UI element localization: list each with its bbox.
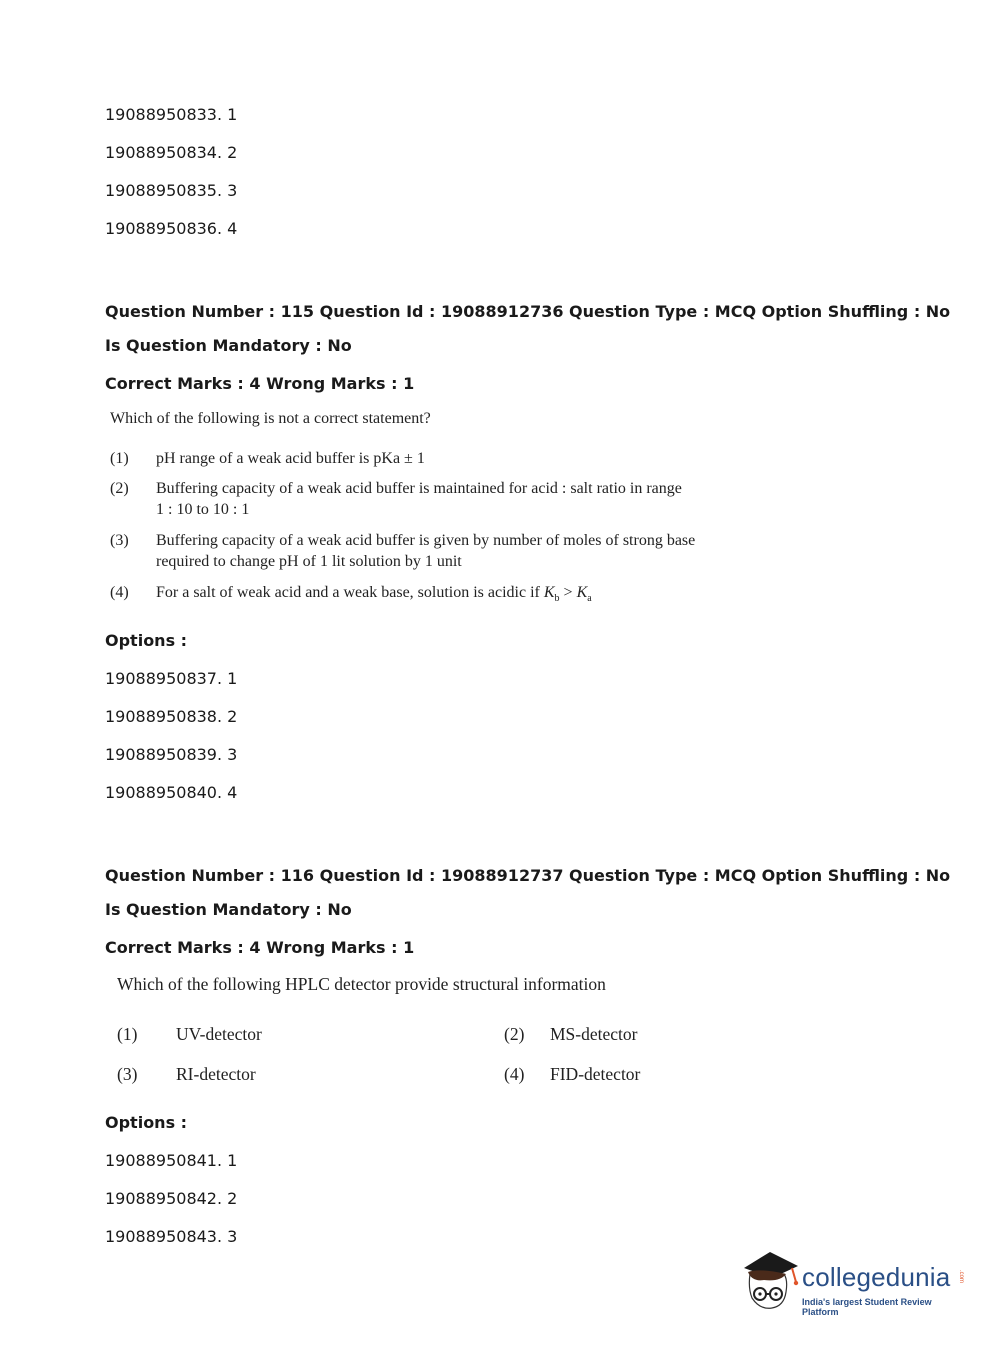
- choice-text-part: For a salt of weak acid and a weak base, solution is acidic if: [156, 584, 540, 601]
- option-line: 19088950842. 2: [105, 1189, 238, 1208]
- question-mandatory: Is Question Mandatory : No: [105, 900, 352, 919]
- choice-number: (3): [117, 1064, 138, 1084]
- choice-number: (2): [110, 480, 129, 497]
- choice-text: [156, 584, 592, 604]
- question-stem: Which of the following is not a correct statement?: [110, 410, 431, 427]
- question-stem: Which of the following HPLC detector provide structural information: [117, 974, 606, 994]
- logo-tagline: India's largest Student Review Platform: [802, 1297, 932, 1317]
- option-line: 19088950833. 1: [105, 105, 238, 124]
- option-line: 19088950834. 2: [105, 143, 238, 162]
- choice-text: Buffering capacity of a weak acid buffer is given by number of moles of strong base: [156, 532, 696, 549]
- math-subscript: a: [587, 593, 592, 605]
- question-header: Question Number : 115 Question Id : 19088912736 Question Type : MCQ Option Shuffling : No: [105, 302, 951, 321]
- choice-number: (4): [504, 1064, 525, 1084]
- option-line: 19088950838. 2: [105, 707, 238, 726]
- question-header: Question Number : 116 Question Id : 19088912737 Question Type : MCQ Option Shuffling : No: [105, 866, 951, 885]
- choice-number: (3): [110, 532, 129, 549]
- option-line: 19088950835. 3: [105, 181, 238, 200]
- choice-number: (1): [117, 1024, 138, 1044]
- math-symbol: K: [543, 584, 555, 601]
- choice-text: 1 : 10 to 10 : 1: [156, 501, 250, 518]
- option-line: 19088950837. 1: [105, 669, 238, 688]
- options-label: Options :: [105, 1113, 188, 1132]
- logo-domain: .com: [958, 1270, 964, 1284]
- choice-text: UV-detector: [176, 1024, 262, 1044]
- choice-number: (1): [110, 450, 129, 467]
- choice-number: (4): [110, 584, 129, 601]
- question-mandatory: Is Question Mandatory : No: [105, 336, 352, 355]
- choice-number: (2): [504, 1024, 525, 1044]
- option-line: 19088950836. 4: [105, 219, 238, 238]
- collegedunia-logo: [740, 1248, 970, 1318]
- mascot-icon: [740, 1248, 802, 1314]
- choice-text: RI-detector: [176, 1064, 256, 1084]
- option-line: 19088950841. 1: [105, 1151, 238, 1170]
- option-line: 19088950843. 3: [105, 1227, 238, 1246]
- options-label: Options :: [105, 631, 188, 650]
- choice-text: FID-detector: [550, 1064, 641, 1084]
- math-subscript: b: [554, 593, 560, 605]
- math-operator: >: [559, 584, 577, 601]
- choice-text: Buffering capacity of a weak acid buffer is maintained for acid : salt ratio in range: [156, 480, 682, 497]
- choice-text: pH range of a weak acid buffer is pKa ± 1: [156, 450, 425, 467]
- option-line: 19088950839. 3: [105, 745, 238, 764]
- logo-wordmark: collegedunia: [802, 1262, 951, 1292]
- choice-text: MS-detector: [550, 1024, 638, 1044]
- option-line: 19088950840. 4: [105, 783, 238, 802]
- question-marks: Correct Marks : 4 Wrong Marks : 1: [105, 374, 415, 393]
- choice-text: required to change pH of 1 lit solution by 1 unit: [156, 553, 462, 570]
- math-symbol: K: [576, 584, 588, 601]
- question-marks: Correct Marks : 4 Wrong Marks : 1: [105, 938, 415, 957]
